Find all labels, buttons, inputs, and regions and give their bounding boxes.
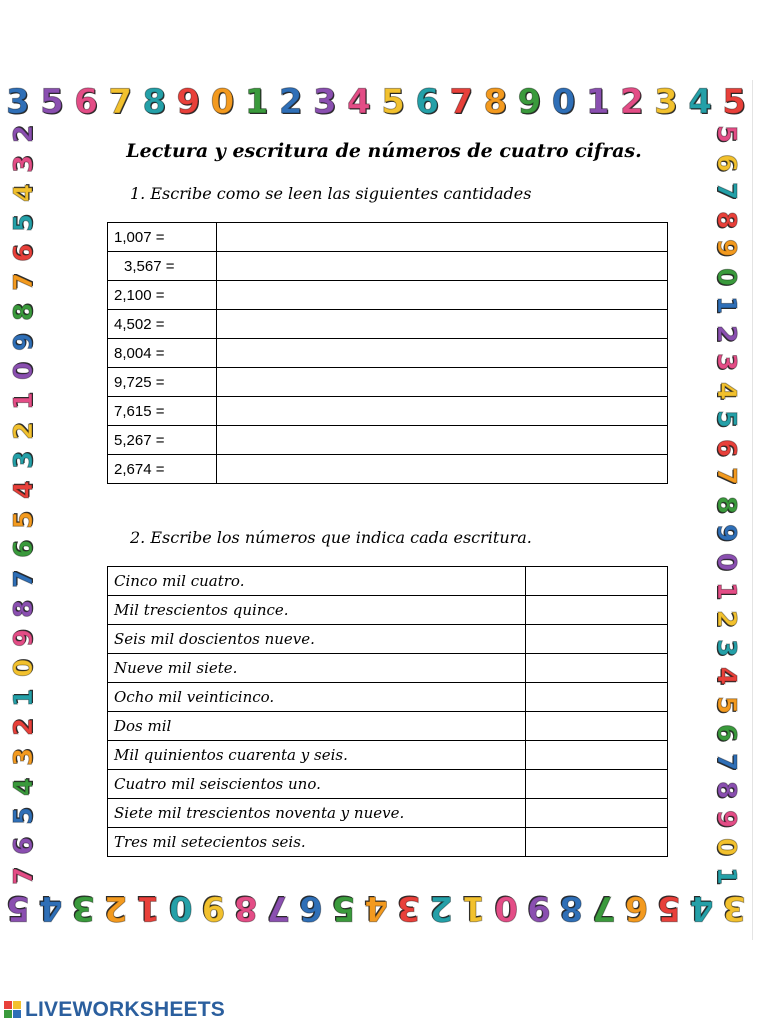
border-digit: 7 bbox=[9, 570, 39, 589]
written-number-cell: Seis mil doscientos nueve. bbox=[108, 625, 526, 654]
written-number-cell: Cuatro mil seiscientos uno. bbox=[108, 770, 526, 799]
border-digit: 7 bbox=[711, 467, 741, 486]
table-row bbox=[108, 426, 668, 455]
quantity-cell: 1,007 = bbox=[108, 223, 217, 252]
border-digit: 0 bbox=[711, 267, 741, 286]
border-digit: 0 bbox=[210, 82, 235, 122]
answer-cell[interactable] bbox=[526, 828, 668, 857]
border-digit: 4 bbox=[9, 777, 39, 796]
border-digit: 9 bbox=[711, 809, 741, 828]
border-digit: 9 bbox=[9, 629, 39, 648]
border-digit: 4 bbox=[688, 82, 712, 122]
written-numbers-table bbox=[107, 566, 668, 857]
border-digit: 1 bbox=[585, 82, 610, 122]
table-row bbox=[108, 654, 668, 683]
border-digits-top bbox=[6, 82, 746, 122]
instruction-2: 2. Escribe los números que indica cada escritura. bbox=[130, 528, 532, 547]
answer-cell[interactable] bbox=[526, 741, 668, 770]
border-digit: 5 bbox=[711, 695, 741, 714]
table-row bbox=[108, 368, 668, 397]
table-row bbox=[108, 770, 668, 799]
border-digit: 5 bbox=[657, 888, 681, 928]
answer-cell[interactable] bbox=[217, 368, 668, 397]
border-digit: 2 bbox=[9, 718, 39, 737]
border-digit: 2 bbox=[103, 888, 128, 928]
border-digit: 8 bbox=[711, 210, 741, 229]
answer-cell[interactable] bbox=[217, 281, 668, 310]
border-digit: 5 bbox=[711, 410, 741, 429]
written-number-cell: Ocho mil veinticinco. bbox=[108, 683, 526, 712]
border-digit: 6 bbox=[9, 243, 39, 262]
table-row bbox=[108, 397, 668, 426]
table-row bbox=[108, 281, 668, 310]
border-digit: 8 bbox=[9, 599, 39, 618]
border-digit: 9 bbox=[711, 239, 741, 258]
written-number-cell: Siete mil trescientos noventa y nueve. bbox=[108, 799, 526, 828]
table-row bbox=[108, 596, 668, 625]
border-digit: 9 bbox=[201, 888, 226, 928]
border-digit: 4 bbox=[38, 888, 63, 928]
answer-cell[interactable] bbox=[526, 596, 668, 625]
border-digit: 6 bbox=[9, 837, 39, 856]
border-digit: 2 bbox=[429, 888, 454, 928]
border-digit: 6 bbox=[415, 82, 439, 122]
quantity-cell: 9,725 = bbox=[108, 368, 217, 397]
answer-cell[interactable] bbox=[526, 654, 668, 683]
answer-cell[interactable] bbox=[217, 252, 668, 281]
written-number-cell: Mil quinientos cuarenta y seis. bbox=[108, 741, 526, 770]
border-digit: 0 bbox=[711, 838, 741, 857]
table-row bbox=[108, 712, 668, 741]
border-digit: 0 bbox=[169, 888, 193, 928]
answer-cell[interactable] bbox=[526, 683, 668, 712]
border-digit: 0 bbox=[9, 659, 39, 678]
border-digits-right bbox=[706, 120, 746, 890]
border-digits-bottom bbox=[6, 888, 746, 928]
border-digit: 6 bbox=[299, 888, 323, 928]
written-number-cell: Nueve mil siete. bbox=[108, 654, 526, 683]
answer-cell[interactable] bbox=[217, 455, 668, 484]
border-digit: 1 bbox=[244, 82, 269, 122]
answer-cell[interactable] bbox=[217, 339, 668, 368]
table-row bbox=[108, 339, 668, 368]
border-digit: 7 bbox=[9, 866, 39, 885]
border-digit: 7 bbox=[449, 82, 474, 122]
border-digit: 4 bbox=[9, 184, 39, 203]
answer-cell[interactable] bbox=[217, 223, 668, 252]
border-digit: 8 bbox=[711, 495, 741, 514]
answer-cell[interactable] bbox=[526, 770, 668, 799]
border-digit: 9 bbox=[517, 82, 542, 122]
border-digit: 6 bbox=[711, 438, 741, 457]
border-digit: 1 bbox=[711, 581, 741, 600]
border-digit: 1 bbox=[711, 866, 741, 885]
table-row bbox=[108, 799, 668, 828]
border-digit: 2 bbox=[619, 82, 644, 122]
table-row bbox=[108, 625, 668, 654]
border-digit: 5 bbox=[9, 807, 39, 826]
answer-cell[interactable] bbox=[217, 426, 668, 455]
border-digit: 5 bbox=[381, 82, 405, 122]
border-digit: 5 bbox=[9, 213, 39, 233]
border-digit: 3 bbox=[312, 82, 337, 122]
border-digit: 1 bbox=[9, 688, 39, 707]
table-row bbox=[108, 567, 668, 596]
quantity-cell: 3,567 = bbox=[108, 252, 217, 281]
border-digit: 0 bbox=[551, 82, 576, 122]
liveworksheets-logo[interactable] bbox=[4, 998, 225, 1022]
border-digit: 5 bbox=[40, 82, 64, 122]
border-digit: 2 bbox=[711, 324, 741, 343]
border-digit: 8 bbox=[711, 781, 741, 800]
worksheet-title: Lectura y escritura de números de cuatro cifras. bbox=[126, 140, 642, 162]
quantity-cell: 5,267 = bbox=[108, 426, 217, 455]
border-digit: 4 bbox=[689, 888, 714, 928]
border-digit: 4 bbox=[347, 82, 371, 122]
border-digit: 7 bbox=[108, 82, 132, 122]
border-digit: 9 bbox=[9, 332, 39, 351]
border-digit: 6 bbox=[711, 724, 741, 743]
border-digit: 5 bbox=[9, 510, 39, 529]
quantity-cell: 2,674 = bbox=[108, 455, 217, 484]
border-digit: 4 bbox=[9, 481, 39, 500]
answer-cell[interactable] bbox=[217, 310, 668, 339]
quantity-cell: 8,004 = bbox=[108, 339, 217, 368]
border-digit: 1 bbox=[9, 392, 39, 411]
border-digit: 1 bbox=[461, 888, 486, 928]
logo-text: LIVEWORKSHEETS bbox=[25, 998, 225, 1021]
table-row bbox=[108, 683, 668, 712]
border-digit: 7 bbox=[592, 888, 616, 928]
table-row bbox=[108, 828, 668, 857]
table-row bbox=[108, 741, 668, 770]
written-number-cell: Cinco mil cuatro. bbox=[108, 567, 526, 596]
border-digit: 4 bbox=[364, 888, 388, 928]
border-digit: 7 bbox=[266, 888, 291, 928]
border-digit: 6 bbox=[9, 540, 39, 559]
border-digit: 6 bbox=[624, 888, 649, 928]
border-digit: 4 bbox=[711, 381, 741, 400]
quantity-cell: 7,615 = bbox=[108, 397, 217, 426]
border-digit: 2 bbox=[9, 124, 39, 144]
border-digit: 3 bbox=[71, 888, 96, 928]
border-digit: 3 bbox=[654, 82, 678, 122]
logo-icon bbox=[4, 1001, 22, 1019]
instruction-1: 1. Escribe como se leen las siguientes cantidades bbox=[130, 184, 532, 203]
border-digit: 2 bbox=[711, 609, 741, 629]
border-digit: 9 bbox=[176, 82, 201, 122]
border-digit: 5 bbox=[711, 124, 741, 144]
quantity-cell: 4,502 = bbox=[108, 310, 217, 339]
quantities-table bbox=[107, 222, 668, 484]
border-digit: 1 bbox=[711, 296, 741, 315]
answer-cell[interactable] bbox=[526, 799, 668, 828]
border-digit: 8 bbox=[483, 82, 508, 122]
written-number-cell: Mil trescientos quince. bbox=[108, 596, 526, 625]
border-digit: 3 bbox=[396, 888, 421, 928]
written-number-cell: Tres mil setecientos seis. bbox=[108, 828, 526, 857]
border-digit: 7 bbox=[9, 273, 39, 292]
answer-cell[interactable] bbox=[526, 712, 668, 741]
answer-cell[interactable] bbox=[526, 567, 668, 596]
border-digit: 8 bbox=[9, 302, 39, 322]
border-digit: 0 bbox=[494, 888, 519, 928]
border-digit: 3 bbox=[711, 353, 741, 372]
border-digit: 3 bbox=[6, 82, 30, 122]
answer-cell[interactable] bbox=[526, 625, 668, 654]
border-digit: 8 bbox=[142, 82, 167, 122]
table-row bbox=[108, 252, 668, 281]
quantity-cell: 2,100 = bbox=[108, 281, 217, 310]
border-digit: 1 bbox=[136, 888, 161, 928]
border-digit: 9 bbox=[711, 524, 741, 543]
border-digit: 6 bbox=[74, 82, 98, 122]
border-digit: 3 bbox=[722, 888, 746, 928]
table-row bbox=[108, 310, 668, 339]
border-digit: 0 bbox=[9, 362, 39, 381]
table-row bbox=[108, 455, 668, 484]
written-number-cell: Dos mil bbox=[108, 712, 526, 741]
border-digit: 9 bbox=[527, 888, 551, 928]
border-digit: 7 bbox=[711, 752, 741, 771]
border-digit: 8 bbox=[234, 888, 258, 928]
border-digit: 4 bbox=[711, 667, 741, 686]
border-digit: 5 bbox=[6, 888, 30, 928]
border-digit: 3 bbox=[9, 748, 39, 767]
border-digit: 5 bbox=[331, 888, 356, 928]
border-digit: 3 bbox=[9, 154, 39, 173]
table-row bbox=[108, 223, 668, 252]
border-digits-left bbox=[4, 120, 44, 890]
border-digit: 3 bbox=[9, 451, 39, 470]
answer-cell[interactable] bbox=[217, 397, 668, 426]
border-digit: 8 bbox=[559, 888, 584, 928]
border-digit: 3 bbox=[711, 638, 741, 657]
border-digit: 5 bbox=[722, 82, 746, 122]
border-digit: 2 bbox=[278, 82, 303, 122]
border-digit: 0 bbox=[711, 552, 741, 572]
border-digit: 2 bbox=[9, 421, 39, 440]
border-digit: 6 bbox=[711, 153, 741, 172]
border-digit: 7 bbox=[711, 182, 741, 201]
